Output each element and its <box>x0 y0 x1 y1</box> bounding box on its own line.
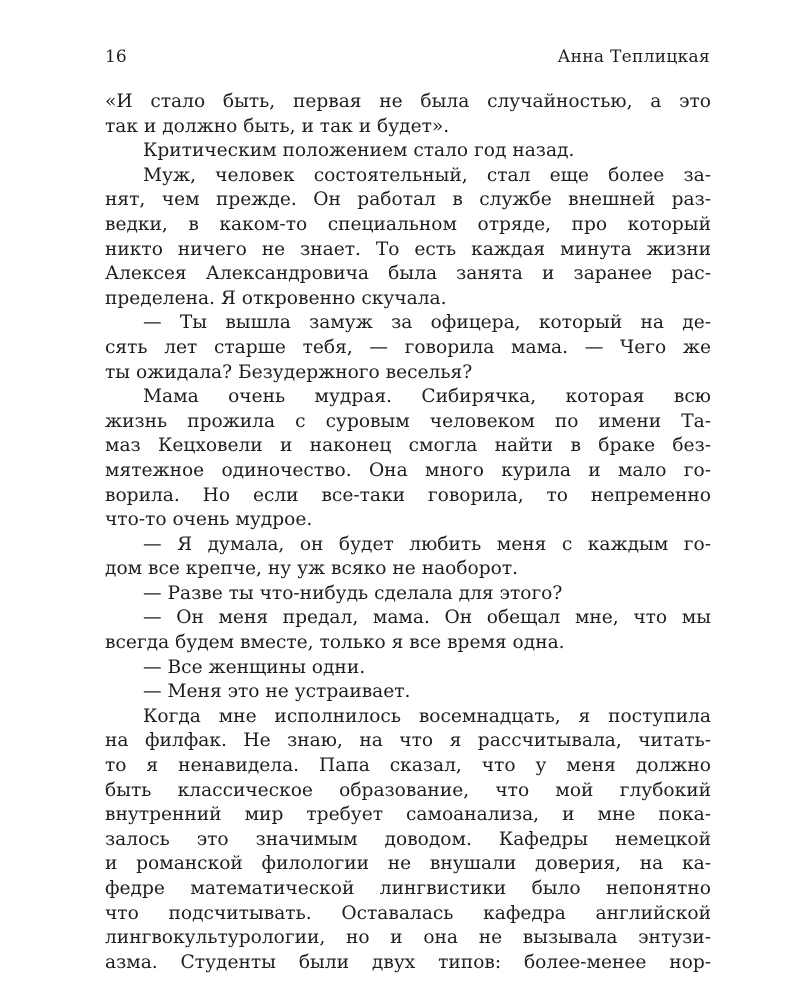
text-line: азма. Студенты были двух типов: более-менее нор- <box>105 951 711 973</box>
text-line: Муж, человек состоятельный, стал еще более за- <box>143 164 711 186</box>
text-line: жизнь прожила с суровым человеком по имени Та- <box>105 410 711 432</box>
text-line: пределена. Я откровенно скучала. <box>105 287 447 309</box>
text-line: ведки, в каком-то специальном отряде, про который <box>105 213 711 235</box>
text-line: Мама очень мудрая. Сибирячка, которая всю <box>143 386 711 408</box>
text-line: никто ничего не знает. То есть каждая минута жизни <box>105 238 711 260</box>
running-head <box>105 44 710 70</box>
text-line: залось это значимым доводом. Кафедры немецкой <box>105 828 711 850</box>
running-title-author: Анна Теплицкая <box>557 47 710 67</box>
text-line: на филфак. Не знаю, на что я рассчитывала, читать- <box>105 730 711 752</box>
text-line: — Разве ты что-нибудь сделала для этого? <box>143 582 563 604</box>
body-text <box>105 90 711 975</box>
text-line: «И стало быть, первая не была случайностью, а это <box>105 91 711 112</box>
text-line: — Я думала, он будет любить меня с каждым го- <box>143 533 711 555</box>
text-line: — Он меня предал, мама. Он обещал мне, что мы <box>143 607 711 629</box>
text-line: что подсчитывать. Оставалась кафедра английской <box>105 902 711 924</box>
text-line: — Все женщины одни. <box>143 656 366 678</box>
text-line: и романской филологии не внушали доверия, на ка- <box>105 853 711 875</box>
page-number: 16 <box>105 47 127 67</box>
text-line: всегда будем вместе, только я все время одна. <box>105 632 565 654</box>
text-line: Когда мне исполнилось восемнадцать, я поступила <box>143 705 711 727</box>
text-line: что-то очень мудрое. <box>105 509 313 531</box>
text-line: быть классическое образование, что мой глубокий <box>105 779 711 801</box>
text-line: — Меня это не устраивает. <box>143 681 411 703</box>
text-line: ворила. Но если все-таки говорила, то непременно <box>105 484 711 506</box>
text-line: дом все крепче, ну уж всяко не наоборот. <box>105 558 519 580</box>
text-line: Критическим положением стало год назад. <box>143 140 575 162</box>
text-line: маз Кецховели и наконец смогла найти в браке без- <box>105 435 711 457</box>
text-line: так и должно быть, и так и будет». <box>105 115 450 137</box>
text-line: сять лет старше тебя, — говорила мама. — Чего же <box>105 336 711 358</box>
text-line: Алексея Александровича была занята и заранее рас- <box>105 263 711 285</box>
text-line: — Ты вышла замуж за офицера, который на де- <box>143 312 711 334</box>
text-line: ты ожидала? Безудержного веселья? <box>105 361 473 383</box>
text-line: внутренний мир требует самоанализа, и мне пока- <box>105 804 711 826</box>
text-line: нят, чем прежде. Он работал в службе внешней раз- <box>105 189 711 211</box>
text-line: то я ненавидела. Папа сказал, что у меня должно <box>105 755 711 777</box>
text-line: федре математической лингвистики было непонятно <box>105 878 711 899</box>
text-line: лингвокультурологии, но и она не вызывала энтузи- <box>105 927 711 949</box>
text-line: мятежное одиночество. Она много курила и мало го- <box>105 459 711 481</box>
